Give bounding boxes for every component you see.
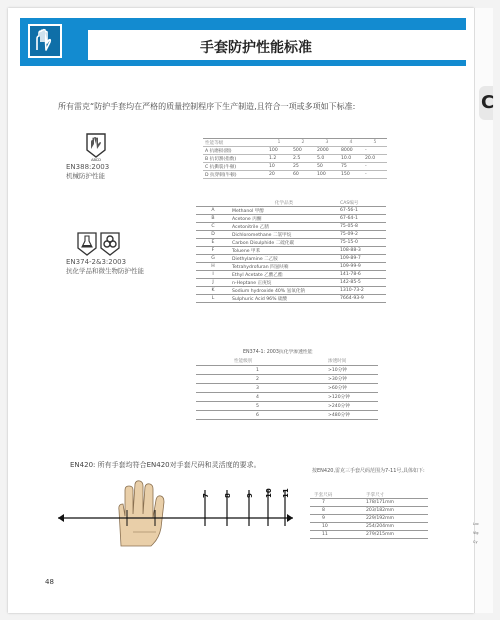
hands-logo-icon [28,24,62,58]
table-cell: C [196,223,230,231]
adjacent-page-row: Vig [473,531,479,535]
table-cell: >240分钟 [326,402,378,411]
table-cell: L [196,295,230,303]
table-cell: 75 [339,163,363,171]
table-cell: Sodium hydroxide 40% 氢氧化钠 [230,287,338,295]
table-row [310,507,428,515]
table-row [196,207,386,215]
table-row [310,515,428,523]
table-cell: 10 [310,523,364,531]
table-header-cell: 性能级别 [196,357,326,366]
table-cell: 7664-93-9 [338,295,386,303]
table-cell: D [196,231,230,239]
table-cell: 109-89-7 [338,255,386,263]
table-cell: 109-99-9 [338,263,386,271]
table-row [196,255,386,263]
table-cell: 8000 [339,147,363,155]
en388-table [203,138,387,179]
table-cell: Sulphuric Acid 96% 硫酸 [230,295,338,303]
table-cell: 75-05-8 [338,223,386,231]
table-row [203,163,387,171]
table-cell: J [196,279,230,287]
table-cell: 3 [196,384,326,393]
table-cell: - [363,163,387,171]
en420-text: EN420: 所有手套均符合EN420对手套尺码和灵活度的要求。 [70,461,261,469]
table-row [310,499,428,507]
table-cell: K [196,287,230,295]
table-cell: 50 [315,163,339,171]
table-cell: Toluene 甲苯 [230,247,338,255]
table-cell: 7 [310,499,364,507]
table-cell: 6 [196,411,326,420]
table-row [196,263,386,271]
table-row [196,295,386,303]
table-header-row [203,139,387,147]
table-cell: G [196,255,230,263]
table-cell: 2.5 [291,155,315,163]
en374-code: EN374-2&3:2003 [66,258,127,266]
table-row [196,384,378,393]
table-cell: A [196,207,230,215]
table-cell: 4 [196,393,326,402]
adjacent-page-row: Cy [473,540,478,544]
table-cell: >10分钟 [326,366,378,375]
en374-desc: 抗化学品和微生物防护性能 [66,267,144,276]
table-cell: 5 [196,402,326,411]
table-cell: >480分钟 [326,411,378,420]
table-header-cell: 渗透时间 [326,357,378,366]
table-cell: 500 [291,147,315,155]
table-header-cell: CAS编号 [338,199,386,207]
table-cell: >60分钟 [326,384,378,393]
table-cell: 1310-73-2 [338,287,386,295]
table-cell: 2000 [315,147,339,155]
size-mark-label: 8 [224,493,232,498]
hand-outline-icon [119,481,164,546]
size-note: 按EN420,雷克三手套尺码范围为7-11号,具体如下: [312,468,425,474]
table-cell: Diethylamine 二乙胺 [230,255,338,263]
table-header-cell: 4 [339,139,363,147]
size-mark-label: 11 [282,488,290,498]
table-cell: 2 [196,375,326,384]
table-cell: 8 [310,507,364,515]
table-cell: 178/171mm [364,499,428,507]
table-header-cell: 3 [315,139,339,147]
table-cell: 150 [339,171,363,179]
adjacent-page-table [473,520,493,547]
page-title: 手套防护性能标准 [200,40,312,56]
size-mark-label: 9 [246,493,254,498]
table-cell: 142-85-5 [338,279,386,287]
table-header-cell: 2 [291,139,315,147]
table-cell: Tetrahydrofuran 四氢呋喃 [230,263,338,271]
table-row [196,231,386,239]
size-mark-label: 7 [202,493,210,498]
table-row [196,375,378,384]
table-row [196,239,386,247]
table-cell: Methanol 甲醇 [230,207,338,215]
en388-pictogram-icon [85,133,107,162]
table-cell: 100 [267,147,291,155]
table-cell: 75-15-0 [338,239,386,247]
table-cell: 20.0 [363,155,387,163]
en374-label [66,258,144,276]
table-cell: 67-56-1 [338,207,386,215]
table-header-row [310,491,428,499]
table-cell: I [196,271,230,279]
table-cell: C 抗撕裂(牛顿) [203,163,267,171]
table-header-cell: 性能等级 [203,139,267,147]
adjacent-page-letter: C [481,92,495,113]
table-row [203,155,387,163]
table-row [196,247,386,255]
table-row [203,147,387,155]
table-cell: 60 [291,171,315,179]
table-cell: F [196,247,230,255]
glove-size-table [310,491,428,539]
chemicals-table [196,199,386,303]
table-cell: 10 [267,163,291,171]
table-cell: 5.0 [315,155,339,163]
table-cell: 11 [310,531,364,539]
table-cell: 75-09-2 [338,231,386,239]
en388-code: EN388:2003 [66,163,110,171]
adjacent-page-edge [474,8,493,613]
table-cell: n-Heptane 正庚烷 [230,279,338,287]
table-row [196,223,386,231]
table-cell: Ethyl Acetate 乙酸乙酯 [230,271,338,279]
table-cell: 254/204mm [364,523,428,531]
table-header-cell: 化学品类 [230,199,338,207]
table-row [196,402,378,411]
table-cell: 108-88-3 [338,247,386,255]
table-cell: 279/215mm [364,531,428,539]
en388-label [66,163,109,181]
page-number: 48 [45,578,54,586]
size-mark-label: 10 [265,488,273,498]
table-header-row [196,199,386,207]
table-header-cell: 5 [363,139,387,147]
table-cell: 67-64-1 [338,215,386,223]
table-header-cell [196,199,230,207]
table-row [310,531,428,539]
table-cell: B 抗切割(指数) [203,155,267,163]
table-cell: 10.0 [339,155,363,163]
table-row [196,366,378,375]
hand-size-diagram [55,480,300,550]
permeation-caption: EN374-1: 2003抗化学渗透性能 [243,350,313,355]
table-cell: Acetone 丙酮 [230,215,338,223]
table-cell: H [196,263,230,271]
table-cell: 141-78-6 [338,271,386,279]
en388-desc: 机械防护性能 [66,172,105,181]
table-row [196,287,386,295]
table-row [196,215,386,223]
table-row [196,393,378,402]
table-cell: B [196,215,230,223]
table-cell: E [196,239,230,247]
table-cell: 25 [291,163,315,171]
adjacent-page-row: Lvc [473,522,479,526]
chemical-pictogram-icon [77,232,97,256]
intro-text: 所有雷克“防护手套均在严格的质量控制程序下生产制造,且符合一项或多项如下标准: [58,102,356,111]
table-cell: - [363,171,387,179]
table-header-cell: 1 [267,139,291,147]
table-header-cell: 手掌尺寸 [364,491,428,499]
table-cell: Dichloromethane 二氯甲烷 [230,231,338,239]
permeation-table [196,357,378,420]
biohazard-pictogram-icon [100,232,120,256]
table-row [310,523,428,531]
table-cell: A 抗磨损(圈) [203,147,267,155]
table-cell: 20 [267,171,291,179]
table-cell: Acetonitrile 乙腈 [230,223,338,231]
table-cell: 1 [196,366,326,375]
table-cell: >30分钟 [326,375,378,384]
page-header-bar [20,18,466,66]
table-cell: 100 [315,171,339,179]
table-header-row [196,357,378,366]
table-cell: 9 [310,515,364,523]
table-row [196,271,386,279]
table-row [203,171,387,179]
table-row [196,279,386,287]
adjacent-page-tab [479,86,493,120]
table-header-cell: 手套尺码 [310,491,364,499]
table-cell: 203/182mm [364,507,428,515]
table-cell: 229/192mm [364,515,428,523]
table-cell: 1.2 [267,155,291,163]
table-cell: D 抗穿刺(牛顿) [203,171,267,179]
table-row [196,411,378,420]
en388-pictogram-label: ABCD [91,158,101,162]
table-cell: Carbon Disulphide 二硫化碳 [230,239,338,247]
table-cell: >120分钟 [326,393,378,402]
table-cell: - [363,147,387,155]
